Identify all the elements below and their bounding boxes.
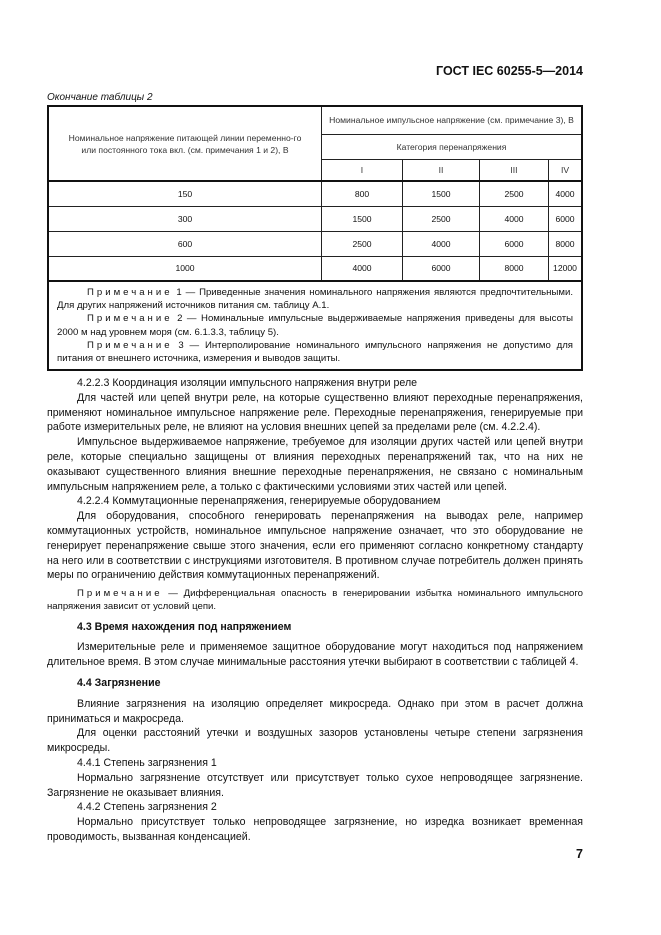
section-heading: 4.3 Время нахождения под напряжением: [77, 620, 292, 633]
col1-header: Номинальное напряжение питающей линии переменно-го или постоянного тока вкл. (см. примечания 1 и 2), В: [48, 106, 322, 181]
note-label: Примечание: [87, 313, 173, 325]
note-number: 3: [178, 339, 184, 351]
table-note: [57, 286, 573, 312]
table-cell: 4000: [480, 206, 549, 231]
table-note: [57, 339, 573, 365]
paragraph: Для оборудования, способного генерировать перенапряжения на выводах реле, например коммутационных устройств, номинальное импульсное напряжение означает, что это оборудование не генерирует перенапряжение свыше этого значения, если его применяют согласно конкретному стандарту на него или в соответствии с инструкциями изготовителя. В противном случае потребитель должен принять меры по ограничению действия коммутационных перенапряжений.: [47, 510, 583, 582]
clause-heading: 4.2.2.4 Коммутационные перенапряжения, генерируемые оборудованием: [77, 495, 441, 508]
cat-header: I: [322, 159, 403, 181]
section-heading: 4.4 Загрязнение: [77, 676, 161, 689]
table-cell: 6000: [549, 206, 583, 231]
table-notes: [57, 286, 573, 365]
table-cell: 6000: [480, 231, 549, 256]
paragraph: Измерительные реле и применяемое защитное оборудование могут находиться под напряжением длительное время. В этом случае минимальные расстояния утечки выбирают в соответствии с таблицей 4.: [47, 641, 583, 669]
note-label: Примечание: [87, 339, 173, 351]
table-note: [57, 312, 573, 338]
table-cell: 1500: [322, 206, 403, 231]
table-row: [48, 181, 582, 206]
note-text: — Дифференциальная опасность в генерировании избытка номинального импульсного напряжения зависит от условий цепи.: [47, 588, 583, 613]
table-cell: 600: [48, 231, 322, 256]
paragraph: Импульсное выдерживаемое напряжение, требуемое для изоляции других частей или цепей внутри реле, которые специально защищены от влияния переходных перенапряжений так, что на них не оказывают существенного влияния внешние переходные перенапряжения, не связано с номинальным импульсным напряжением реле, а только с фактическими условиями этих частей или цепей.: [47, 436, 583, 493]
sub-header: Категория перенапряжения: [322, 134, 583, 159]
note-label: Примечание: [77, 588, 163, 600]
table-cell: 8000: [480, 256, 549, 281]
table-cell: 1000: [48, 256, 322, 281]
clause-heading: 4.4.1 Степень загрязнения 1: [77, 756, 217, 769]
table-cell: 2500: [322, 231, 403, 256]
clause-heading: 4.2.2.3 Координация изоляции импульсного напряжения внутри реле: [77, 377, 418, 389]
voltage-table: [47, 105, 583, 371]
table-cell: 6000: [403, 256, 480, 281]
table-row: [48, 256, 582, 281]
note-label: Примечание: [87, 287, 173, 298]
cat-header: II: [403, 159, 480, 181]
body-text: [47, 376, 583, 845]
cat-header: III: [480, 159, 549, 181]
table-cell: 8000: [549, 231, 583, 256]
table-cell: 150: [48, 181, 322, 206]
table-cell: 2500: [480, 181, 549, 206]
paragraph: Для оценки расстояний утечки и воздушных зазоров установлены четыре степени загрязнения микросреды.: [47, 727, 583, 755]
clause-heading: 4.4.2 Степень загрязнения 2: [77, 801, 217, 814]
table-cell: 4000: [549, 181, 583, 206]
table-cell: 1500: [403, 181, 480, 206]
table-row: [48, 231, 582, 256]
table-caption: Окончание таблицы 2: [47, 92, 153, 103]
note-text: — Номинальные импульсные выдерживаемые напряжения приведены для высоты 2000 м над уровнем моря (см. 6.1.3.3, таблицу 5).: [57, 313, 573, 338]
page-number: 7: [576, 847, 583, 861]
table-cell: 300: [48, 206, 322, 231]
note-text: — Приведенные значения номинального напряжения являются предпочтительными. Для других напряжений источников питания см. таблицу А.1.: [57, 287, 573, 312]
paragraph: Влияние загрязнения на изоляцию определяет микросреда. Однако при этом в расчет должна приниматься и макросреда.: [47, 697, 583, 725]
table-row: [48, 206, 582, 231]
standard-header: ГОСТ IEC 60255-5—2014: [436, 64, 583, 78]
table-cell: 4000: [322, 256, 403, 281]
note-text: — Интерполирование номинального импульсного напряжения не допустимо для питания от внешнего источника, измерения и выводов защиты.: [57, 339, 574, 365]
table-cell: 2500: [403, 206, 480, 231]
paragraph: Для частей или цепей внутри реле, на которые существенно влияют переходные перенапряжения, применяют номинальное импульсное напряжение реле. Переходные перенапряжения, генерируемые при работе измерительных реле, не влияют на условия внешних цепей за пределами реле (см. 4.2.2.4).: [47, 391, 583, 434]
cat-header: IV: [549, 159, 583, 181]
paragraph: Нормально загрязнение отсутствует или присутствует только сухое непроводящее загрязнение. Загрязнение не оказывает влияния.: [47, 771, 583, 799]
group-header: Номинальное импульсное напряжение (см. примечание 3), В: [322, 106, 583, 134]
note: [47, 587, 583, 613]
paragraph: Нормально присутствует только непроводящее загрязнение, но изредка возникает временная проводимость, вызванная конденсацией.: [47, 816, 583, 843]
table-cell: 800: [322, 181, 403, 206]
table-cell: 12000: [549, 256, 583, 281]
note-number: 1: [176, 287, 182, 298]
table-cell: 4000: [403, 231, 480, 256]
note-number: 2: [177, 313, 183, 325]
